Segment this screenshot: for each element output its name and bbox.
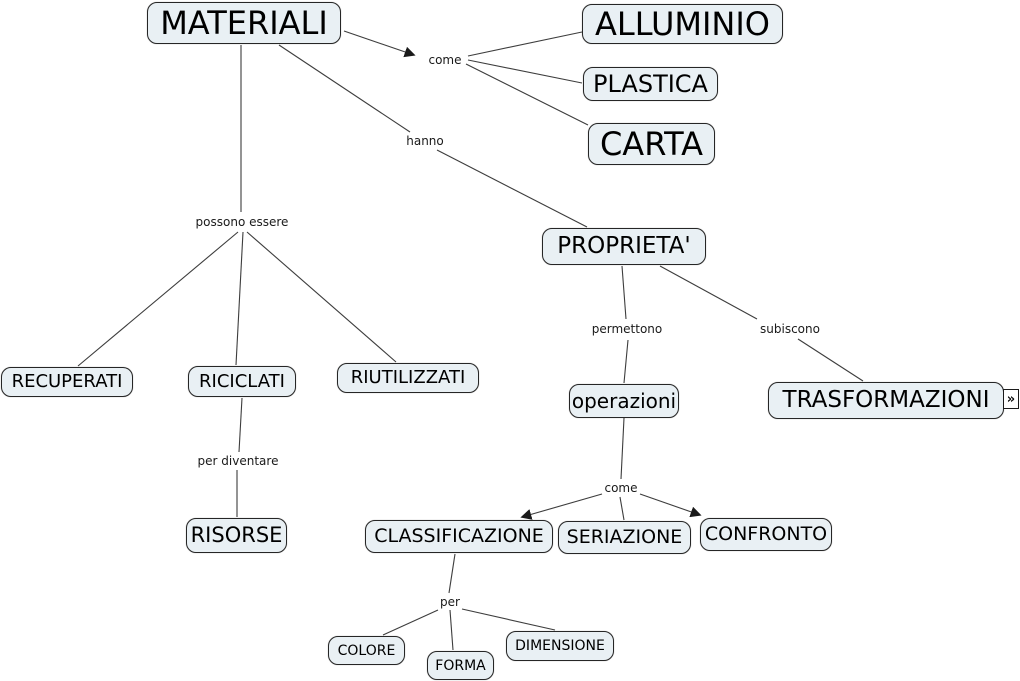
edge-classificazione-per <box>449 554 455 593</box>
link-label-per[interactable]: per <box>440 594 460 609</box>
node-operazioni[interactable]: operazioni <box>569 384 679 418</box>
edge-riciclati-perdiventare <box>239 398 242 452</box>
edge-per-dimensione <box>462 609 555 630</box>
node-risorse[interactable]: RISORSE <box>186 518 287 553</box>
edge-come-plastica <box>468 60 582 83</box>
link-label-per-diventare[interactable]: per diventare <box>197 453 279 468</box>
edge-permettono-operazioni <box>624 340 628 383</box>
edge-subiscono-trasformazioni <box>798 339 863 381</box>
link-label-hanno[interactable]: hanno <box>406 133 444 148</box>
link-label-permettono[interactable]: permettono <box>591 321 663 336</box>
node-riutilizzati[interactable]: RIUTILIZZATI <box>337 363 479 393</box>
resource-link-icon[interactable]: » <box>1003 389 1019 409</box>
link-label-subiscono[interactable]: subiscono <box>760 321 820 336</box>
node-proprieta[interactable]: PROPRIETA' <box>542 228 706 265</box>
edge-possono-riutilizzati <box>247 232 396 362</box>
edge-come-carta <box>466 64 588 125</box>
edge-come-confronto <box>640 494 700 515</box>
node-materiali[interactable]: MATERIALI <box>147 2 341 44</box>
edge-possono-riciclati <box>236 232 243 365</box>
link-label-come-bottom[interactable]: come <box>604 480 638 495</box>
edge-come-seriazione <box>620 497 624 520</box>
edge-per-forma <box>450 610 453 650</box>
node-carta[interactable]: CARTA <box>588 123 715 165</box>
node-trasformazioni[interactable]: TRASFORMAZIONI <box>768 382 1004 419</box>
edge-proprieta-permettono <box>622 266 626 319</box>
edge-come-alluminio <box>468 32 582 56</box>
node-alluminio[interactable]: ALLUMINIO <box>582 4 783 44</box>
node-seriazione[interactable]: SERIAZIONE <box>558 521 691 554</box>
edge-come-classificazione <box>522 494 602 517</box>
edge-materiali-come <box>344 31 414 55</box>
node-plastica[interactable]: PLASTICA <box>583 67 718 101</box>
edge-proprieta-subiscono <box>660 266 757 319</box>
node-forma[interactable]: FORMA <box>427 651 494 680</box>
link-label-possono-essere[interactable]: possono essere <box>195 214 289 229</box>
node-colore[interactable]: COLORE <box>328 636 405 665</box>
edge-possono-recuperati <box>78 232 238 366</box>
edge-hanno-proprieta <box>437 150 587 227</box>
edge-materiali-hanno <box>279 45 410 132</box>
edge-per-colore <box>383 610 438 635</box>
node-classificazione[interactable]: CLASSIFICAZIONE <box>365 520 553 553</box>
node-riciclati[interactable]: RICICLATI <box>188 366 296 397</box>
link-label-come-top[interactable]: come <box>428 52 462 67</box>
node-dimensione[interactable]: DIMENSIONE <box>506 631 614 661</box>
node-recuperati[interactable]: RECUPERATI <box>1 367 133 397</box>
edge-operazioni-come <box>621 418 624 479</box>
node-confronto[interactable]: CONFRONTO <box>700 518 832 551</box>
